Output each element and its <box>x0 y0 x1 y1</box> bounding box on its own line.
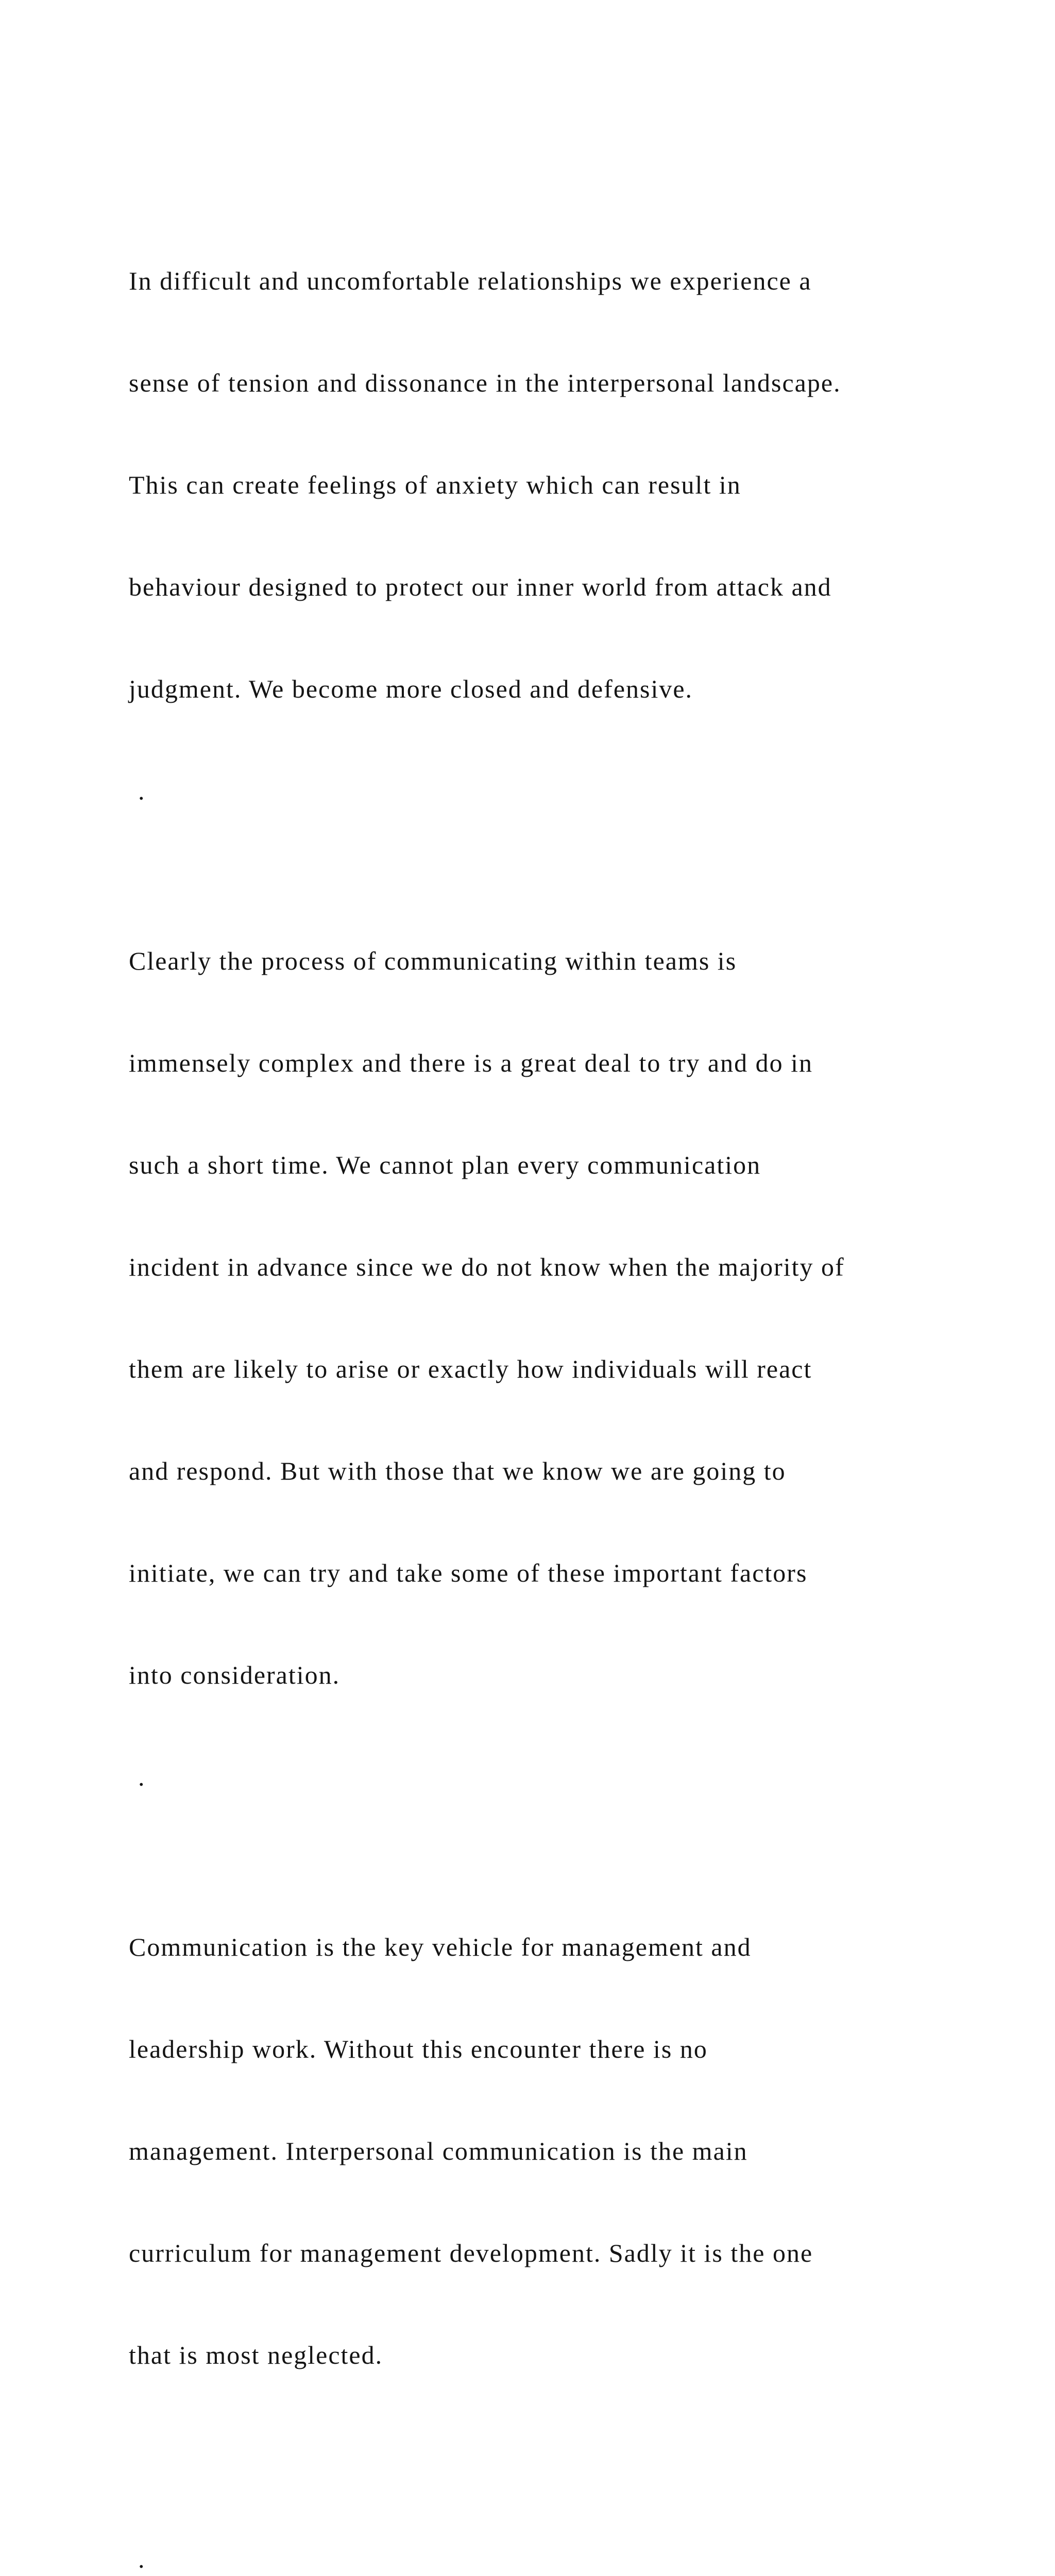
document-body <box>129 128 963 2576</box>
paragraph-2-line: and respond. But with those that we know we are going to <box>129 1456 786 1485</box>
paragraph-3-line: curriculum for management development. Sadly it is the one <box>129 2239 813 2267</box>
paragraph-3-line: leadership work. Without this encounter there is no <box>129 2035 708 2063</box>
paragraph-2-line: Clearly the process of communicating within teams is <box>129 946 737 975</box>
paragraph-2-line: immensely complex and there is a great deal to try and do in <box>129 1048 813 1077</box>
blank-line <box>129 2440 963 2474</box>
paragraph-2-line: into consideration. <box>129 1660 341 1689</box>
paragraph-2-line: initiate, we can try and take some of these important factors <box>129 1558 808 1587</box>
paragraph-1-line: sense of tension and dissonance in the interpersonal landscape. <box>129 368 841 397</box>
paragraph-3-line: that is most neglected. <box>129 2341 383 2369</box>
paragraph-3-line: management. Interpersonal communication is the main <box>129 2137 748 2165</box>
paragraph-3-line: Communication is the key vehicle for management and <box>129 1933 752 1961</box>
paragraph-1-line: judgment. We become more closed and defensive. <box>129 674 693 703</box>
paragraph-1-line: This can create feelings of anxiety which can result in <box>129 470 741 499</box>
paragraph-2-line: incident in advance since we do not know when the majority of <box>129 1252 845 1281</box>
paragraph-1-line: In difficult and uncomfortable relationships we experience a <box>129 266 812 295</box>
separator-dot: . <box>138 1762 146 1791</box>
separator-dot: . <box>138 2545 146 2573</box>
separator-dot: . <box>138 776 146 805</box>
paragraph-1-line: behaviour designed to protect our inner world from attack and <box>129 572 832 601</box>
paragraph-2-line: such a short time. We cannot plan every communication <box>129 1150 761 1179</box>
paragraph-2-line: them are likely to arise or exactly how individuals will react <box>129 1354 812 1383</box>
